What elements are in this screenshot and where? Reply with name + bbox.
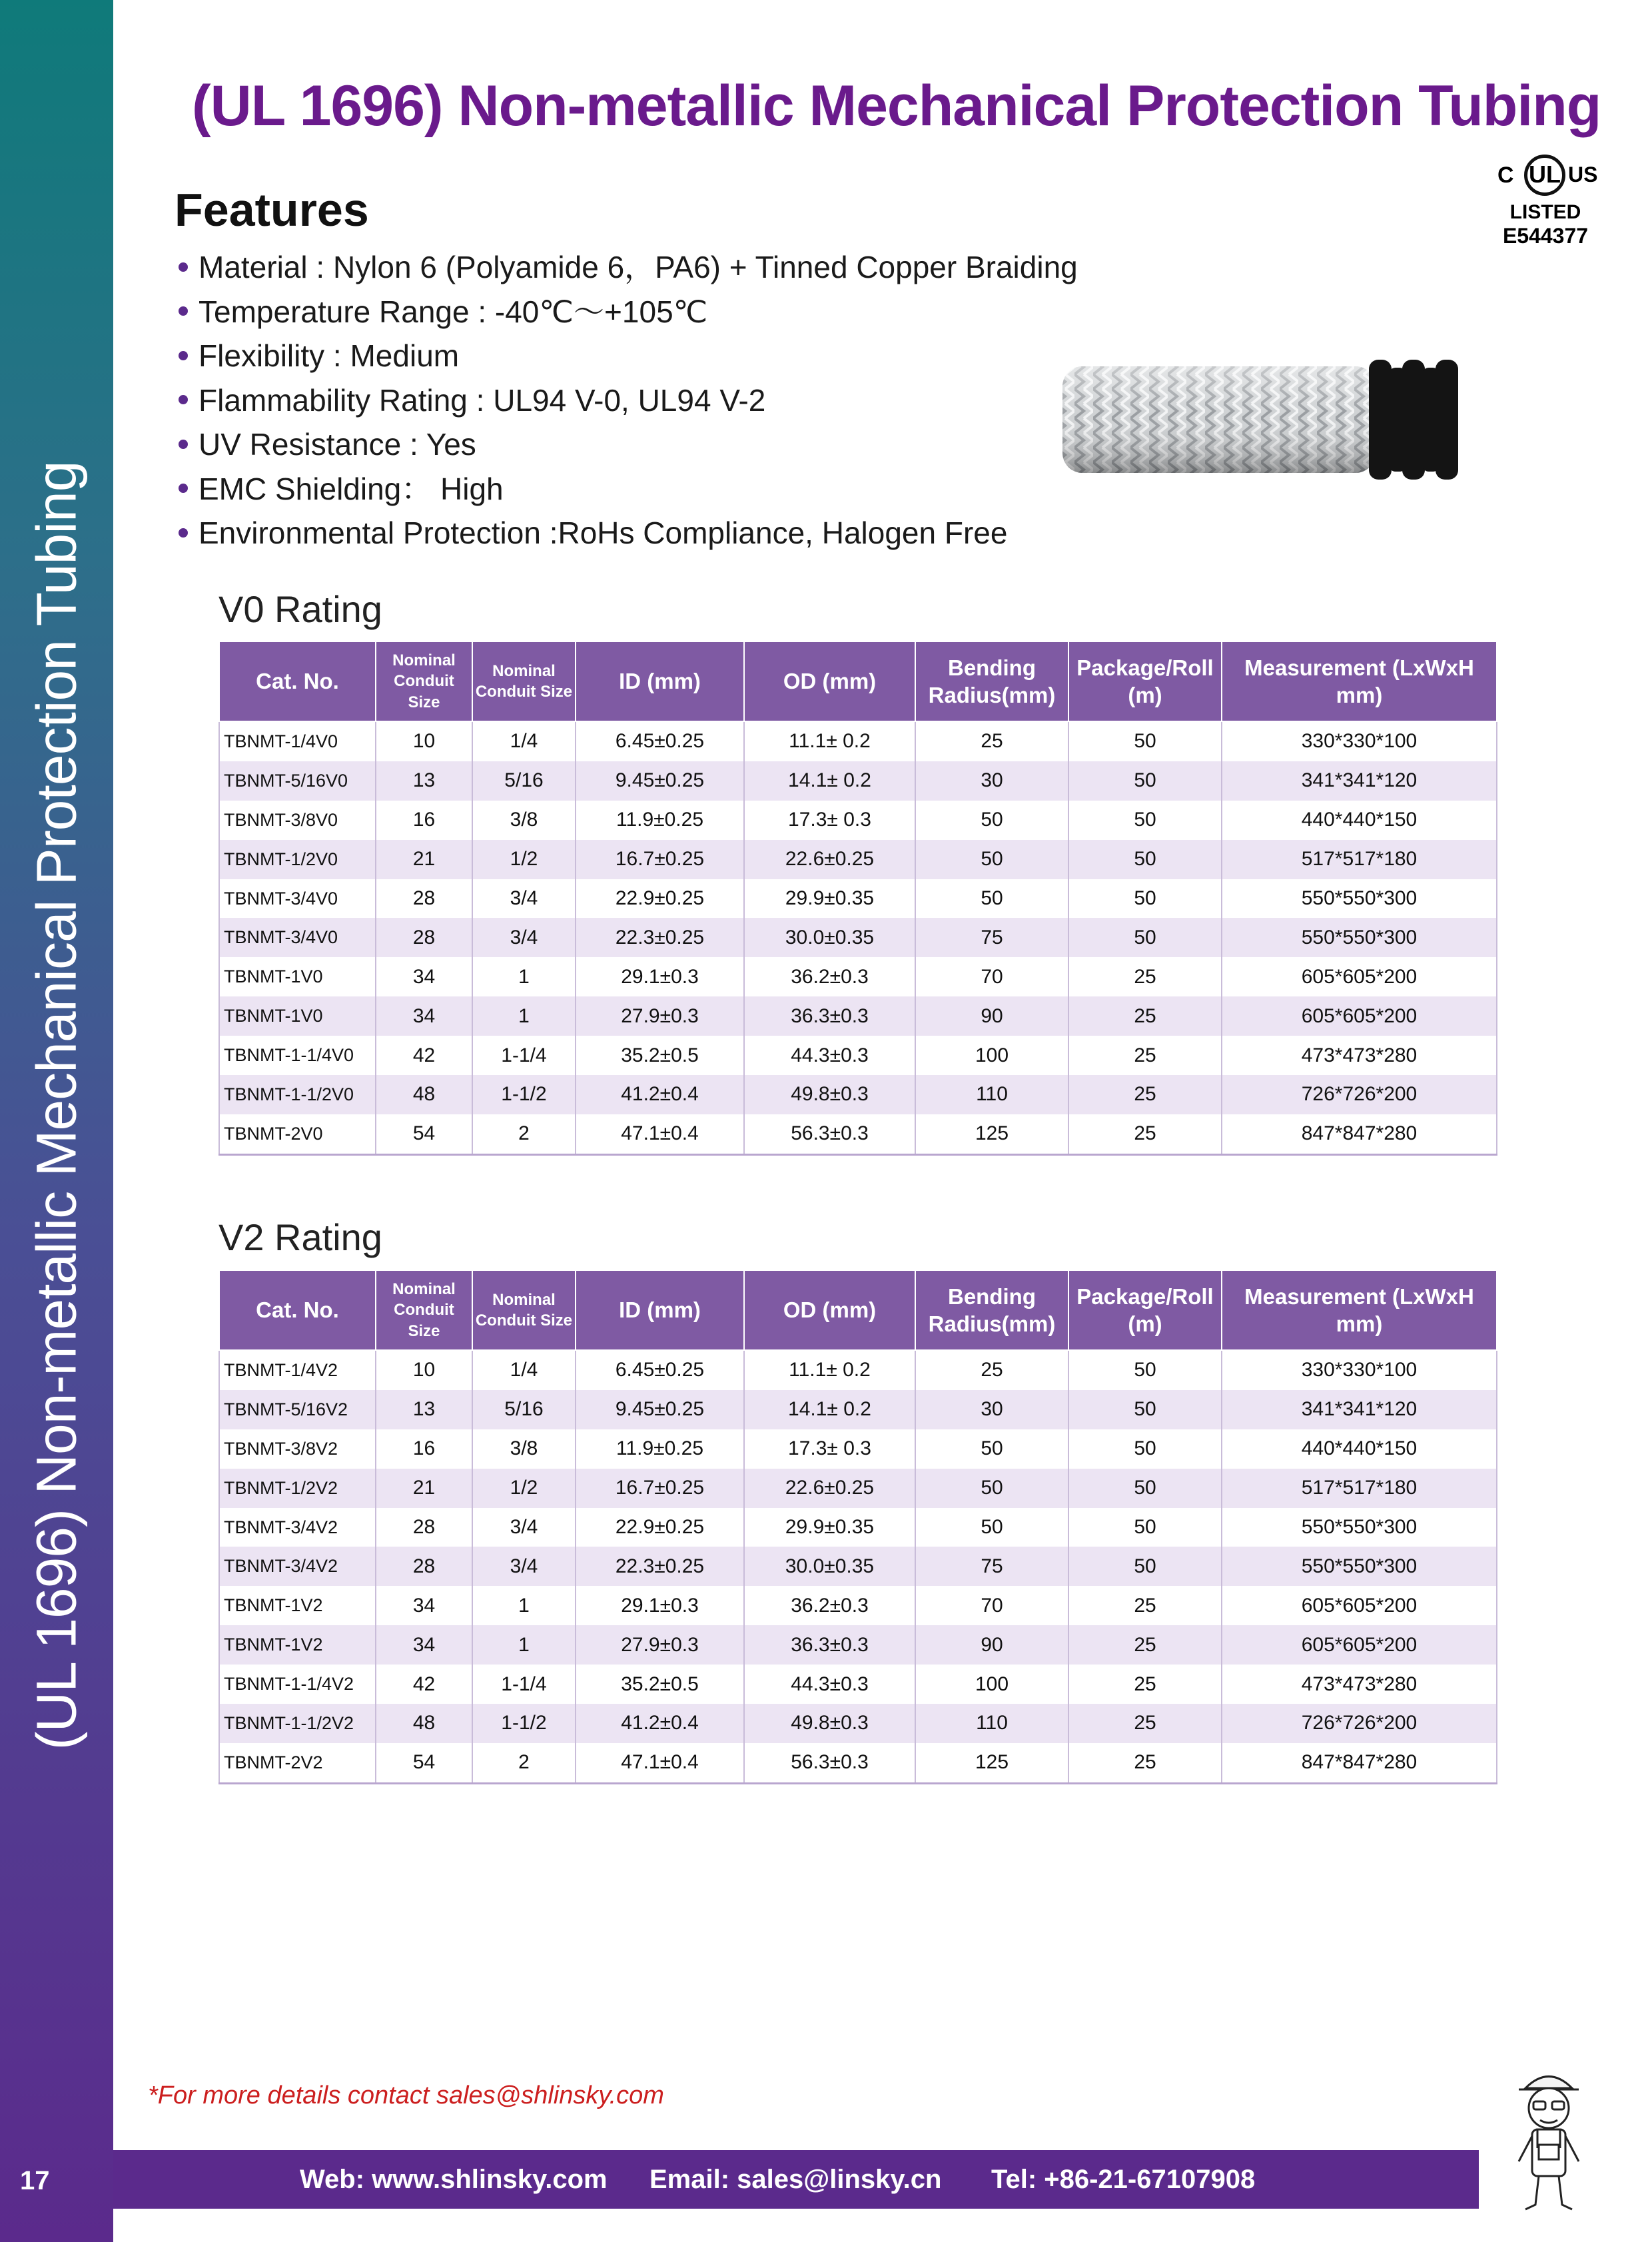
table-cell: 28	[376, 1547, 472, 1586]
table-cell: 21	[376, 840, 472, 879]
table-cell: 1/4	[472, 721, 576, 761]
table-cell: 11.9±0.25	[576, 1429, 744, 1469]
table-row	[219, 1469, 1497, 1508]
table-cell: 6.45±0.25	[576, 721, 744, 761]
table-cell: 3/4	[472, 918, 576, 957]
cat-no-cell: TBNMT-3/4V0	[219, 918, 376, 957]
table-cell: 34	[376, 1625, 472, 1665]
feature-text: Temperature Range : -40℃～+105℃	[199, 294, 708, 329]
feature-text: UV Resistance : Yes	[199, 427, 476, 462]
table-cell: 34	[376, 1586, 472, 1625]
table-cell: 1-1/2	[472, 1704, 576, 1743]
table-cell: 35.2±0.5	[576, 1665, 744, 1704]
table-cell: 17.3± 0.3	[744, 1429, 915, 1469]
table-row	[219, 1743, 1497, 1783]
feature-text: Flammability Rating : UL94 V-0, UL94 V-2	[199, 382, 766, 418]
cat-no-cell: TBNMT-1-1/4V2	[219, 1665, 376, 1704]
table-cell: 473*473*280	[1222, 1036, 1497, 1075]
table-cell: 28	[376, 879, 472, 919]
table-row	[219, 1625, 1497, 1665]
table-cell: 50	[1068, 801, 1222, 840]
table-cell: 3/4	[472, 879, 576, 919]
table-cell: 30.0±0.35	[744, 918, 915, 957]
table-row	[219, 1665, 1497, 1704]
table-cell: 1-1/4	[472, 1036, 576, 1075]
cat-no-cell: TBNMT-1/2V2	[219, 1469, 376, 1508]
cat-no-cell: TBNMT-1/4V0	[219, 721, 376, 761]
table-cell: 30	[915, 761, 1068, 801]
table-cell: 1-1/2	[472, 1075, 576, 1114]
table-cell: 605*605*200	[1222, 1586, 1497, 1625]
table-cell: 75	[915, 1547, 1068, 1586]
table-cell: 1/2	[472, 1469, 576, 1508]
table-cell: 50	[915, 801, 1068, 840]
table-row	[219, 996, 1497, 1036]
feature-item	[179, 511, 1078, 556]
table-cell: 25	[1068, 1665, 1222, 1704]
bullet-icon	[179, 484, 188, 493]
table-cell: 47.1±0.4	[576, 1114, 744, 1154]
table-cell: 75	[915, 918, 1068, 957]
table-cell: 27.9±0.3	[576, 996, 744, 1036]
cat-no-cell: TBNMT-3/8V2	[219, 1429, 376, 1469]
table-cell: 16	[376, 801, 472, 840]
table-row	[219, 1429, 1497, 1469]
table-cell: 36.3±0.3	[744, 1625, 915, 1665]
table-row	[219, 1350, 1497, 1390]
table-cell: 29.9±0.35	[744, 1508, 915, 1547]
column-header: ID (mm)	[576, 641, 744, 721]
table-cell: 50	[1068, 1390, 1222, 1429]
table-cell: 28	[376, 1508, 472, 1547]
table-row	[219, 721, 1497, 761]
v2-rating-heading: V2 Rating	[218, 1216, 382, 1258]
table-cell: 1	[472, 1625, 576, 1665]
table-cell: 36.2±0.3	[744, 1586, 915, 1625]
table-cell: 10	[376, 721, 472, 761]
table-cell: 330*330*100	[1222, 1350, 1497, 1390]
feature-item	[179, 245, 1078, 290]
footer-email: Email: sales@linsky.cn	[649, 2165, 942, 2194]
cat-no-cell: TBNMT-2V0	[219, 1114, 376, 1154]
cat-no-cell: TBNMT-2V2	[219, 1743, 376, 1783]
table-cell: 54	[376, 1743, 472, 1783]
table-cell: 50	[915, 1508, 1068, 1547]
table-cell: 341*341*120	[1222, 761, 1497, 801]
ul-logo-mark: UL	[1524, 155, 1565, 196]
cat-no-cell: TBNMT-5/16V0	[219, 761, 376, 801]
table-row	[219, 1390, 1497, 1429]
cat-no-cell: TBNMT-3/4V0	[219, 879, 376, 919]
table-cell: 1	[472, 957, 576, 996]
cat-no-cell: TBNMT-3/8V0	[219, 801, 376, 840]
table-cell: 22.6±0.25	[744, 1469, 915, 1508]
feature-text: EMC Shielding： High	[199, 471, 504, 506]
table-cell: 100	[915, 1665, 1068, 1704]
table-cell: 56.3±0.3	[744, 1743, 915, 1783]
features-list	[179, 245, 1078, 556]
table-cell: 22.6±0.25	[744, 840, 915, 879]
cat-no-cell: TBNMT-1V2	[219, 1625, 376, 1665]
bullet-icon	[179, 262, 188, 272]
table-cell: 42	[376, 1036, 472, 1075]
column-header: Package/Roll (m)	[1068, 1270, 1222, 1350]
table-cell: 517*517*180	[1222, 840, 1497, 879]
table-cell: 330*330*100	[1222, 721, 1497, 761]
table-cell: 30.0±0.35	[744, 1547, 915, 1586]
table-cell: 13	[376, 1390, 472, 1429]
table-cell: 341*341*120	[1222, 1390, 1497, 1429]
table-cell: 3/8	[472, 801, 576, 840]
table-cell: 50	[915, 1469, 1068, 1508]
column-header: OD (mm)	[744, 1270, 915, 1350]
table-cell: 30	[915, 1390, 1068, 1429]
table-cell: 54	[376, 1114, 472, 1154]
cat-no-cell: TBNMT-1/4V2	[219, 1350, 376, 1390]
column-header: Cat. No.	[219, 1270, 376, 1350]
table-cell: 100	[915, 1036, 1068, 1075]
table-cell: 22.9±0.25	[576, 1508, 744, 1547]
feature-item	[179, 422, 1078, 467]
table-cell: 22.3±0.25	[576, 918, 744, 957]
column-header: Nominal Conduit Size	[376, 641, 472, 721]
table-cell: 90	[915, 1625, 1068, 1665]
table-cell: 50	[1068, 721, 1222, 761]
feature-item	[179, 378, 1078, 423]
table-cell: 847*847*280	[1222, 1114, 1497, 1154]
contact-note: *For more details contact sales@shlinsky.com	[148, 2081, 664, 2109]
table-cell: 726*726*200	[1222, 1704, 1497, 1743]
table-row	[219, 1547, 1497, 1586]
table-row	[219, 918, 1497, 957]
table-cell: 6.45±0.25	[576, 1350, 744, 1390]
table-row	[219, 1704, 1497, 1743]
feature-item	[179, 334, 1078, 378]
column-header: Cat. No.	[219, 641, 376, 721]
table-cell: 473*473*280	[1222, 1665, 1497, 1704]
feature-text: Environmental Protection :RoHs Compliance, Halogen Free	[199, 516, 1008, 550]
table-cell: 605*605*200	[1222, 957, 1497, 996]
table-cell: 110	[915, 1704, 1068, 1743]
column-header: Package/Roll (m)	[1068, 641, 1222, 721]
v0-rating-heading: V0 Rating	[218, 588, 382, 630]
table-cell: 13	[376, 761, 472, 801]
table-cell: 25	[1068, 1704, 1222, 1743]
table-cell: 25	[915, 721, 1068, 761]
table-cell: 847*847*280	[1222, 1743, 1497, 1783]
table-cell: 25	[1068, 1586, 1222, 1625]
feature-item	[179, 467, 1078, 512]
table-cell: 3/4	[472, 1508, 576, 1547]
table-row	[219, 1036, 1497, 1075]
table-row	[219, 1508, 1497, 1547]
bullet-icon	[179, 306, 188, 316]
cat-no-cell: TBNMT-1-1/4V0	[219, 1036, 376, 1075]
table-cell: 36.3±0.3	[744, 996, 915, 1036]
braided-tube-image	[1056, 360, 1469, 480]
table-cell: 28	[376, 918, 472, 957]
cat-no-cell: TBNMT-1-1/2V2	[219, 1704, 376, 1743]
features-heading: Features	[175, 184, 369, 236]
column-header: Nominal Conduit Size	[376, 1270, 472, 1350]
cat-no-cell: TBNMT-1V0	[219, 957, 376, 996]
table-cell: 440*440*150	[1222, 801, 1497, 840]
column-header: Nominal Conduit Size	[472, 641, 576, 721]
column-header: Nominal Conduit Size	[472, 1270, 576, 1350]
table-cell: 9.45±0.25	[576, 1390, 744, 1429]
table-cell: 49.8±0.3	[744, 1704, 915, 1743]
table-cell: 21	[376, 1469, 472, 1508]
table-cell: 726*726*200	[1222, 1075, 1497, 1114]
table-cell: 35.2±0.5	[576, 1036, 744, 1075]
table-cell: 25	[915, 1350, 1068, 1390]
cat-no-cell: TBNMT-1-1/2V0	[219, 1075, 376, 1114]
table-cell: 550*550*300	[1222, 1508, 1497, 1547]
table-cell: 44.3±0.3	[744, 1036, 915, 1075]
table-cell: 22.9±0.25	[576, 879, 744, 919]
cat-no-cell: TBNMT-1/2V0	[219, 840, 376, 879]
table-cell: 11.9±0.25	[576, 801, 744, 840]
table-row	[219, 840, 1497, 879]
table-cell: 14.1± 0.2	[744, 761, 915, 801]
sidebar-vertical-title: (UL 1696) Non-metallic Mechanical Protection Tubing	[25, 461, 88, 1750]
table-cell: 25	[1068, 1036, 1222, 1075]
table-cell: 1-1/4	[472, 1665, 576, 1704]
table-cell: 50	[1068, 918, 1222, 957]
table-cell: 16	[376, 1429, 472, 1469]
table-cell: 25	[1068, 1743, 1222, 1783]
table-cell: 50	[1068, 1429, 1222, 1469]
column-header: Measurement (LxWxH mm)	[1222, 1270, 1497, 1350]
table-cell: 14.1± 0.2	[744, 1390, 915, 1429]
table-cell: 47.1±0.4	[576, 1743, 744, 1783]
table-row	[219, 1114, 1497, 1154]
table-cell: 42	[376, 1665, 472, 1704]
table-cell: 11.1± 0.2	[744, 721, 915, 761]
table-cell: 605*605*200	[1222, 1625, 1497, 1665]
table-cell: 41.2±0.4	[576, 1075, 744, 1114]
table-row	[219, 761, 1497, 801]
column-header: Measurement (LxWxH mm)	[1222, 641, 1497, 721]
table-cell: 550*550*300	[1222, 879, 1497, 919]
table-body	[219, 1350, 1497, 1783]
ul-logo-c: C	[1497, 163, 1514, 188]
table-cell: 16.7±0.25	[576, 1469, 744, 1508]
table-cell: 50	[915, 1429, 1068, 1469]
table-row	[219, 957, 1497, 996]
table-cell: 25	[1068, 1625, 1222, 1665]
table-cell: 1/4	[472, 1350, 576, 1390]
table-cell: 50	[1068, 761, 1222, 801]
sidebar-band	[0, 0, 113, 2242]
table-cell: 44.3±0.3	[744, 1665, 915, 1704]
cat-no-cell: TBNMT-5/16V2	[219, 1390, 376, 1429]
table-cell: 27.9±0.3	[576, 1625, 744, 1665]
table-cell: 50	[1068, 879, 1222, 919]
table-cell: 70	[915, 1586, 1068, 1625]
page-title: (UL 1696) Non-metallic Mechanical Protection Tubing	[192, 74, 1601, 138]
table-cell: 1	[472, 1586, 576, 1625]
table-cell: 90	[915, 996, 1068, 1036]
ul-logo-listed: LISTED	[1509, 201, 1581, 223]
table-cell: 1/2	[472, 840, 576, 879]
table-cell: 25	[1068, 1075, 1222, 1114]
table-cell: 11.1± 0.2	[744, 1350, 915, 1390]
table-cell: 9.45±0.25	[576, 761, 744, 801]
table-cell: 41.2±0.4	[576, 1704, 744, 1743]
mascot-illustration	[1499, 2061, 1599, 2221]
column-header: Bending Radius(mm)	[915, 1270, 1068, 1350]
cat-no-cell: TBNMT-1V0	[219, 996, 376, 1036]
table-cell: 110	[915, 1075, 1068, 1114]
table-cell: 50	[1068, 1469, 1222, 1508]
table-cell: 34	[376, 996, 472, 1036]
bullet-icon	[179, 395, 188, 404]
table-cell: 34	[376, 957, 472, 996]
page-number: 17	[20, 2166, 50, 2195]
feature-text: Material : Nylon 6 (Polyamide 6，PA6) + Tinned Copper Braiding	[199, 250, 1078, 284]
table-cell: 125	[915, 1743, 1068, 1783]
table-cell: 440*440*150	[1222, 1429, 1497, 1469]
table-cell: 50	[1068, 1508, 1222, 1547]
column-header: OD (mm)	[744, 641, 915, 721]
table-cell: 25	[1068, 957, 1222, 996]
bullet-icon	[179, 440, 188, 449]
table-cell: 56.3±0.3	[744, 1114, 915, 1154]
table-cell: 29.9±0.35	[744, 879, 915, 919]
table-cell: 550*550*300	[1222, 918, 1497, 957]
table-cell: 25	[1068, 1114, 1222, 1154]
table-cell: 605*605*200	[1222, 996, 1497, 1036]
cat-no-cell: TBNMT-3/4V2	[219, 1508, 376, 1547]
table-cell: 5/16	[472, 761, 576, 801]
table-cell: 550*550*300	[1222, 1547, 1497, 1586]
table-cell: 3/8	[472, 1429, 576, 1469]
table-cell: 125	[915, 1114, 1068, 1154]
ul-logo-us: US	[1568, 163, 1598, 187]
table-cell: 29.1±0.3	[576, 957, 744, 996]
table-cell: 3/4	[472, 1547, 576, 1586]
table-cell: 48	[376, 1704, 472, 1743]
table-cell: 2	[472, 1114, 576, 1154]
cat-no-cell: TBNMT-3/4V2	[219, 1547, 376, 1586]
table-cell: 10	[376, 1350, 472, 1390]
table-row	[219, 1075, 1497, 1114]
footer-web: Web: www.shlinsky.com	[300, 2165, 608, 2194]
table-cell: 2	[472, 1743, 576, 1783]
table-cell: 70	[915, 957, 1068, 996]
feature-item	[179, 290, 1078, 334]
table-row	[219, 879, 1497, 919]
table-cell: 50	[1068, 1547, 1222, 1586]
table-cell: 36.2±0.3	[744, 957, 915, 996]
table-cell: 5/16	[472, 1390, 576, 1429]
table-cell: 50	[1068, 840, 1222, 879]
table-cell: 50	[1068, 1350, 1222, 1390]
table-row	[219, 1586, 1497, 1625]
table-cell: 48	[376, 1075, 472, 1114]
table-cell: 49.8±0.3	[744, 1075, 915, 1114]
table-cell: 50	[915, 840, 1068, 879]
ul-file-number: E544377	[1502, 224, 1589, 248]
cat-no-cell: TBNMT-1V2	[219, 1586, 376, 1625]
v2-spec-table	[218, 1270, 1497, 1784]
table-cell: 16.7±0.25	[576, 840, 744, 879]
table-row	[219, 801, 1497, 840]
column-header: ID (mm)	[576, 1270, 744, 1350]
table-cell: 22.3±0.25	[576, 1547, 744, 1586]
bullet-icon	[179, 528, 188, 538]
bullet-icon	[179, 351, 188, 360]
table-cell: 29.1±0.3	[576, 1586, 744, 1625]
table-cell: 1	[472, 996, 576, 1036]
table-cell: 517*517*180	[1222, 1469, 1497, 1508]
feature-text: Flexibility : Medium	[199, 338, 460, 373]
table-cell: 50	[915, 879, 1068, 919]
table-cell: 25	[1068, 996, 1222, 1036]
column-header: Bending Radius(mm)	[915, 641, 1068, 721]
footer-tel: Tel: +86-21-67107908	[991, 2165, 1256, 2194]
table-cell: 17.3± 0.3	[744, 801, 915, 840]
table-body	[219, 721, 1497, 1154]
ul-listed-logo	[1485, 155, 1605, 261]
v0-spec-table	[218, 641, 1497, 1156]
